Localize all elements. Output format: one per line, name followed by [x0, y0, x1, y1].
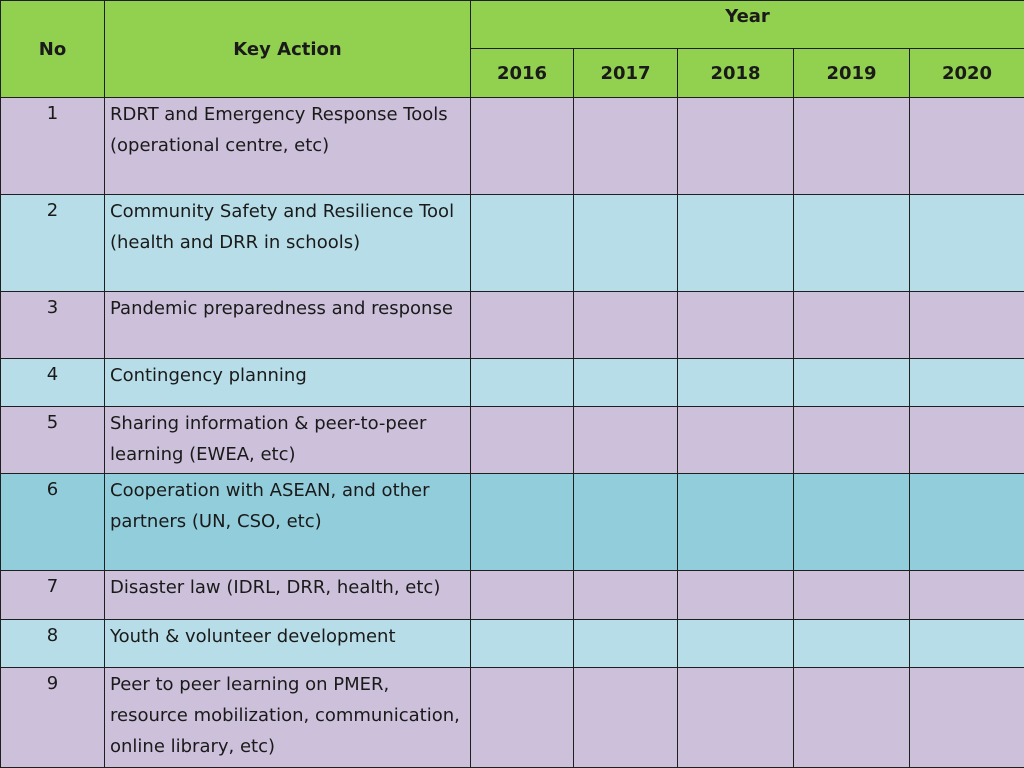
cell-2020 — [910, 292, 1024, 359]
cell-2017 — [574, 407, 678, 474]
table-row — [1, 98, 1024, 195]
row-number: 6 — [1, 474, 105, 571]
cell-2020 — [910, 98, 1024, 195]
cell-2019 — [794, 98, 910, 195]
cell-2016 — [471, 359, 574, 407]
cell-2020 — [910, 359, 1024, 407]
row-number: 9 — [1, 668, 105, 768]
table-row — [1, 474, 1024, 571]
cell-2020 — [910, 571, 1024, 620]
row-number: 3 — [1, 292, 105, 359]
cell-2018 — [678, 474, 794, 571]
row-action-text: Cooperation with ASEAN, and other partners (UN, CSO, etc) — [110, 480, 430, 532]
cell-2016 — [471, 474, 574, 571]
cell-2019 — [794, 620, 910, 668]
row-action-text: Peer to peer learning on PMER, resource mobilization, communication, online library, etc) — [110, 674, 460, 757]
cell-2017 — [574, 195, 678, 292]
cell-2018 — [678, 407, 794, 474]
cell-2017 — [574, 474, 678, 571]
row-action-text: Youth & volunteer development — [110, 626, 396, 647]
cell-2020 — [910, 195, 1024, 292]
header-key-action: Key Action — [105, 1, 471, 98]
cell-2016 — [471, 668, 574, 768]
cell-2020 — [910, 620, 1024, 668]
cell-2018 — [678, 620, 794, 668]
table-row — [1, 359, 1024, 407]
header-year-2016: 2016 — [471, 49, 574, 98]
row-action — [105, 620, 471, 668]
row-action-text: RDRT and Emergency Response Tools (operational centre, etc) — [110, 104, 448, 156]
cell-2017 — [574, 571, 678, 620]
row-action — [105, 292, 471, 359]
cell-2020 — [910, 668, 1024, 768]
cell-2017 — [574, 359, 678, 407]
row-action — [105, 359, 471, 407]
row-action-text: Disaster law (IDRL, DRR, health, etc) — [110, 577, 441, 598]
row-action-text: Community Safety and Resilience Tool (health and DRR in schools) — [110, 201, 455, 253]
header-no: No — [1, 1, 105, 98]
cell-2019 — [794, 668, 910, 768]
cell-2020 — [910, 407, 1024, 474]
header-year-2019: 2019 — [794, 49, 910, 98]
header-year-2020: 2020 — [910, 49, 1024, 98]
cell-2019 — [794, 195, 910, 292]
cell-2019 — [794, 359, 910, 407]
cell-2016 — [471, 98, 574, 195]
cell-2018 — [678, 98, 794, 195]
header-year: Year — [471, 1, 1024, 49]
row-number: 2 — [1, 195, 105, 292]
row-number: 1 — [1, 98, 105, 195]
cell-2018 — [678, 195, 794, 292]
cell-2019 — [794, 474, 910, 571]
header-year-2018: 2018 — [678, 49, 794, 98]
row-action-text: Sharing information & peer-to-peer learning (EWEA, etc) — [110, 413, 427, 465]
cell-2019 — [794, 292, 910, 359]
cell-2016 — [471, 571, 574, 620]
cell-2018 — [678, 292, 794, 359]
row-number: 4 — [1, 359, 105, 407]
cell-2017 — [574, 292, 678, 359]
cell-2018 — [678, 571, 794, 620]
row-action-text: Contingency planning — [110, 365, 307, 386]
row-action — [105, 474, 471, 571]
row-number: 5 — [1, 407, 105, 474]
table-row — [1, 292, 1024, 359]
table-row — [1, 407, 1024, 474]
row-action — [105, 571, 471, 620]
row-action — [105, 668, 471, 768]
cell-2016 — [471, 292, 574, 359]
cell-2016 — [471, 195, 574, 292]
row-number: 8 — [1, 620, 105, 668]
cell-2018 — [678, 359, 794, 407]
row-number: 7 — [1, 571, 105, 620]
cell-2017 — [574, 668, 678, 768]
cell-2018 — [678, 668, 794, 768]
table-row — [1, 620, 1024, 668]
cell-2017 — [574, 98, 678, 195]
table-row — [1, 571, 1024, 620]
row-action — [105, 407, 471, 474]
cell-2019 — [794, 407, 910, 474]
cell-2016 — [471, 407, 574, 474]
cell-2017 — [574, 620, 678, 668]
table-row — [1, 195, 1024, 292]
row-action — [105, 98, 471, 195]
cell-2019 — [794, 571, 910, 620]
row-action-text: Pandemic preparedness and response — [110, 298, 453, 319]
table-row — [1, 668, 1024, 768]
cell-2016 — [471, 620, 574, 668]
header-year-2017: 2017 — [574, 49, 678, 98]
cell-2020 — [910, 474, 1024, 571]
row-action — [105, 195, 471, 292]
